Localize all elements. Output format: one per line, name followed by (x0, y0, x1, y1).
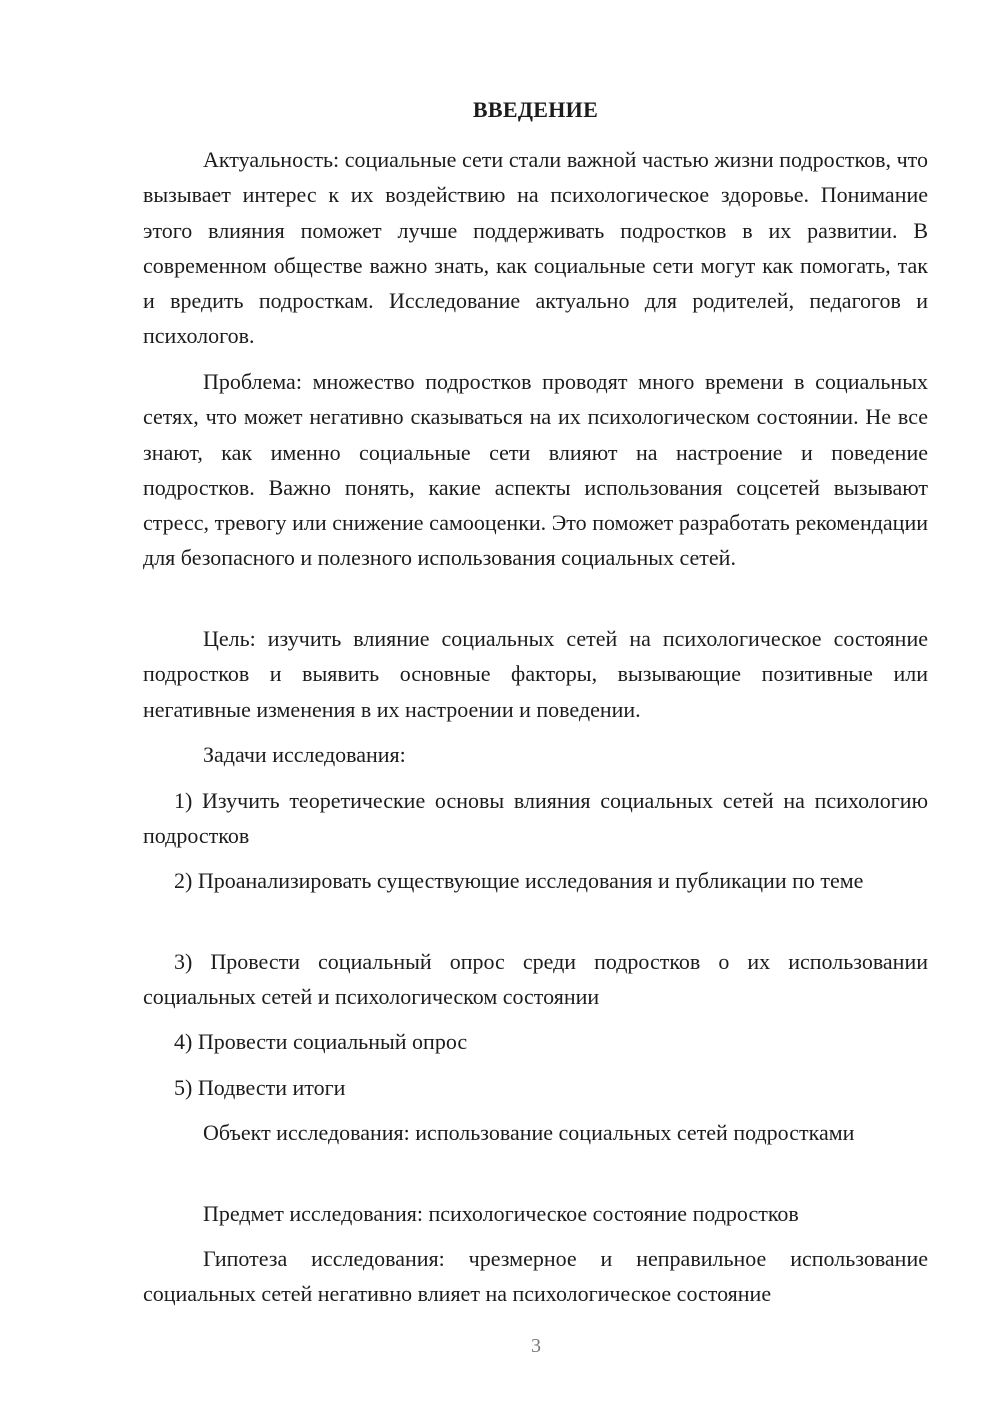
task-item-2: 2) Проанализировать существующие исследования и публикации по теме (174, 868, 864, 893)
tasks-heading: Задачи исследования: (203, 742, 406, 767)
object-paragraph: Объект исследования: использование социальных сетей подростками (203, 1120, 855, 1145)
task-item-3: 3) Провести социальный опрос среди подростков о их использовании социальных сетей и психологическом состоянии (143, 949, 928, 1010)
problem-paragraph: Проблема: множество подростков проводят много времени в социальных сетях, что может негативно сказываться на их психологическом состоянии. Не все знают, как именно социальные сети влияют на настроение и поведение подростков. Важно понять, какие аспекты использования соцсетей вызывают стресс, тревогу или снижение самооценки. Это поможет разработать рекомендации для безопасного и полезного использования социальных сетей. (143, 369, 928, 571)
task-item-1: 1) Изучить теоретические основы влияния социальных сетей на психологию подростков (143, 788, 928, 849)
subject-paragraph: Предмет исследования: психологическое состояние подростков (203, 1201, 799, 1226)
page-title: ВВЕДЕНИЕ (472, 97, 599, 122)
relevance-paragraph: Актуальность: социальные сети стали важной частью жизни подростков, что вызывает интерес к их воздействию на психологическое здоровье. Понимание этого влияния поможет лучше поддерживать подростков в их развитии. В современном обществе важно знать, как социальные сети могут как помогать, так и вредить подросткам. Исследование актуально для родителей, педагогов и психологов. (143, 147, 928, 349)
hypothesis-paragraph: Гипотеза исследования: чрезмерное и неправильное использование социальных сетей негативно влияет на психологическое состояние (143, 1246, 928, 1307)
page-number: 3 (531, 1335, 541, 1357)
task-item-5: 5) Подвести итоги (174, 1075, 346, 1100)
task-item-4: 4) Провести социальный опрос (174, 1029, 468, 1054)
goal-paragraph: Цель: изучить влияние социальных сетей на психологическое состояние подростков и выявить основные факторы, вызывающие позитивные или негативные изменения в их настроении и поведении. (143, 626, 928, 722)
